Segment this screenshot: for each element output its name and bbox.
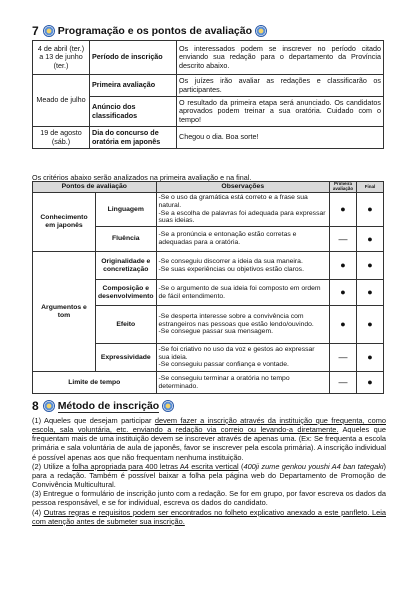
mark-first: — xyxy=(330,344,357,372)
criteria-row xyxy=(33,252,384,280)
criteria-category: Conhecimento em japonês xyxy=(33,193,96,252)
schedule-description: Os juízes irão avaliar as redações e classificarão os participantes. xyxy=(177,75,384,97)
schedule-event: Primeira avaliação xyxy=(90,75,177,97)
criteria-note: Os critérios abaixo serão analizados na primeira avaliação e na final. xyxy=(32,173,252,182)
header-observations: Observações xyxy=(156,182,329,193)
mark-final: ● xyxy=(357,193,384,227)
mark-final: ● xyxy=(357,227,384,252)
item-text-underlined: folha apropriada para 400 letras A4 escrita vertical xyxy=(72,461,239,471)
criteria-observation: -Se conseguiu discorrer a ideia da sua maneira. -Se suas experiências ou objetivos estão claros. xyxy=(156,252,329,280)
criteria-observation: -Se desperta interesse sobre a convivência com estrangeiros nas pessoas que estão lendo/ouvindo. -Se consegue passar sua mensagem. xyxy=(156,306,329,344)
section-7-title: Programação e os pontos de avaliação xyxy=(57,25,253,37)
instruction-list xyxy=(32,416,386,526)
item-text-italic: 400ji zume genkou youshi A4 ban tategaki xyxy=(243,461,384,471)
section-7-number: 7 xyxy=(32,24,39,38)
schedule-description: O resultado da primeira etapa será anunciado. Os candidatos aprovados podem treinar a sua oratória. Cuidado com o tempo! xyxy=(177,97,384,127)
criteria-sub: Fluência xyxy=(96,227,157,252)
criteria-observation: -Se o argumento de sua ideia foi composto em ordem de fácil entendimento. xyxy=(156,280,329,306)
mark-first: — xyxy=(330,227,357,252)
section-7-heading xyxy=(32,24,267,38)
criteria-observation: -Se a pronúncia e entonação estão corretas e adequadas para a oratória. xyxy=(156,227,329,252)
emblem-icon xyxy=(162,400,174,412)
item-number: (4) xyxy=(32,507,42,517)
section-8-title: Método de inscrição xyxy=(57,399,160,412)
emblem-icon xyxy=(43,400,55,412)
item-text-underlined: devem fazer a inscrição através da instituição que frequenta, como escola, sala voluntária, etc. enviando a redação via correio ou levando-a diretamente. xyxy=(32,416,386,435)
criteria-sub: Composição e desenvolvimento xyxy=(96,280,157,306)
item-text-underlined: Outras regras e requisitos podem ser encontrados no folheto explicativo anexado a este panfleto. Leia com atenção antes de submeter sua inscrição. xyxy=(32,507,386,526)
criteria-sub: Originalidade e concretização xyxy=(96,252,157,280)
mark-final: ● xyxy=(357,344,384,372)
item-text: ( xyxy=(238,461,244,471)
header-final: Final xyxy=(357,182,384,193)
instruction-item xyxy=(32,462,386,489)
criteria-time-label: Limite de tempo xyxy=(33,372,157,394)
item-text: Aqueles que frequentam mais de uma instituição devem se inscrever através de apenas uma. (Ex: Se frequenta a escola primária e sala voluntária de aula de japonês, favor se inscrever pela escola primária). A inscrição individual é possível apenas aos que não frequentam nenhuma instituição. xyxy=(32,425,386,462)
schedule-date: Meado de julho xyxy=(33,75,90,127)
schedule-event: Dia do concurso de oratória em japonês xyxy=(90,127,177,149)
criteria-category: Argumentos e tom xyxy=(33,252,96,372)
criteria-row xyxy=(33,193,384,227)
item-number: (2) xyxy=(32,461,42,471)
criteria-row xyxy=(33,372,384,394)
criteria-sub: Expressividade xyxy=(96,344,157,372)
mark-first: ● xyxy=(330,280,357,306)
schedule-date: 19 de agosto (sáb.) xyxy=(33,127,90,149)
instruction-item xyxy=(32,489,386,507)
item-text: ) para a redação. Também é possível baixar a folha pela página web do Departamento de Promoção de Convivência Multicultural. xyxy=(32,461,387,490)
schedule-event: Anúncio dos classificados xyxy=(90,97,177,127)
criteria-observation: -Se conseguiu terminar a oratória no tempo determinado. xyxy=(156,372,329,394)
mark-first: ● xyxy=(330,252,357,280)
instruction-item xyxy=(32,508,386,526)
schedule-row xyxy=(33,127,384,149)
criteria-sub: Efeito xyxy=(96,306,157,344)
mark-first: ● xyxy=(330,193,357,227)
criteria-table xyxy=(32,181,384,394)
criteria-sub: Linguagem xyxy=(96,193,157,227)
mark-final: ● xyxy=(357,306,384,344)
section-8-number: 8 xyxy=(32,399,39,413)
mark-final: ● xyxy=(357,252,384,280)
mark-first: ● xyxy=(330,306,357,344)
mark-final: ● xyxy=(357,372,384,394)
schedule-table xyxy=(32,40,384,149)
section-8-heading xyxy=(32,399,174,413)
schedule-description: Os interessados podem se inscrever no período citado enviando sua redação para o departamento da Província descrito abaixo. xyxy=(177,41,384,75)
instruction-item xyxy=(32,416,386,462)
header-first: Primeira avaliação xyxy=(330,182,357,193)
mark-first: — xyxy=(330,372,357,394)
criteria-observation: -Se foi criativo no uso da voz e gestos ao expressar sua ideia. -Se conseguiu passar confiança e vontade. xyxy=(156,344,329,372)
mark-final: ● xyxy=(357,280,384,306)
emblem-icon xyxy=(43,25,55,37)
schedule-row xyxy=(33,41,384,75)
item-text: Aqueles que desejam participar xyxy=(44,416,155,425)
schedule-date: 4 de abril (ter.) a 13 de junho (ter.) xyxy=(33,41,90,75)
criteria-header-row xyxy=(33,182,384,193)
item-text: Entregue o formulário de inscrição junto com a redação. Se for em grupo, por favor escreva os dados da pessoa responsável, e se for individual, escreva os dados do candidato. xyxy=(32,489,386,508)
schedule-event: Período de inscrição xyxy=(90,41,177,75)
schedule-description: Chegou o dia. Boa sorte! xyxy=(177,127,384,149)
emblem-icon xyxy=(255,25,267,37)
item-number: (1) xyxy=(32,416,42,425)
item-number: (3) xyxy=(32,489,42,499)
item-text: Utilize a xyxy=(43,461,73,471)
header-points: Pontos de avaliação xyxy=(33,182,157,193)
criteria-observation: -Se o uso da gramática está correto e a frase sua natural. -Se a escolha de palavras foi adequada para expressar suas ideias. xyxy=(156,193,329,227)
schedule-row xyxy=(33,75,384,97)
